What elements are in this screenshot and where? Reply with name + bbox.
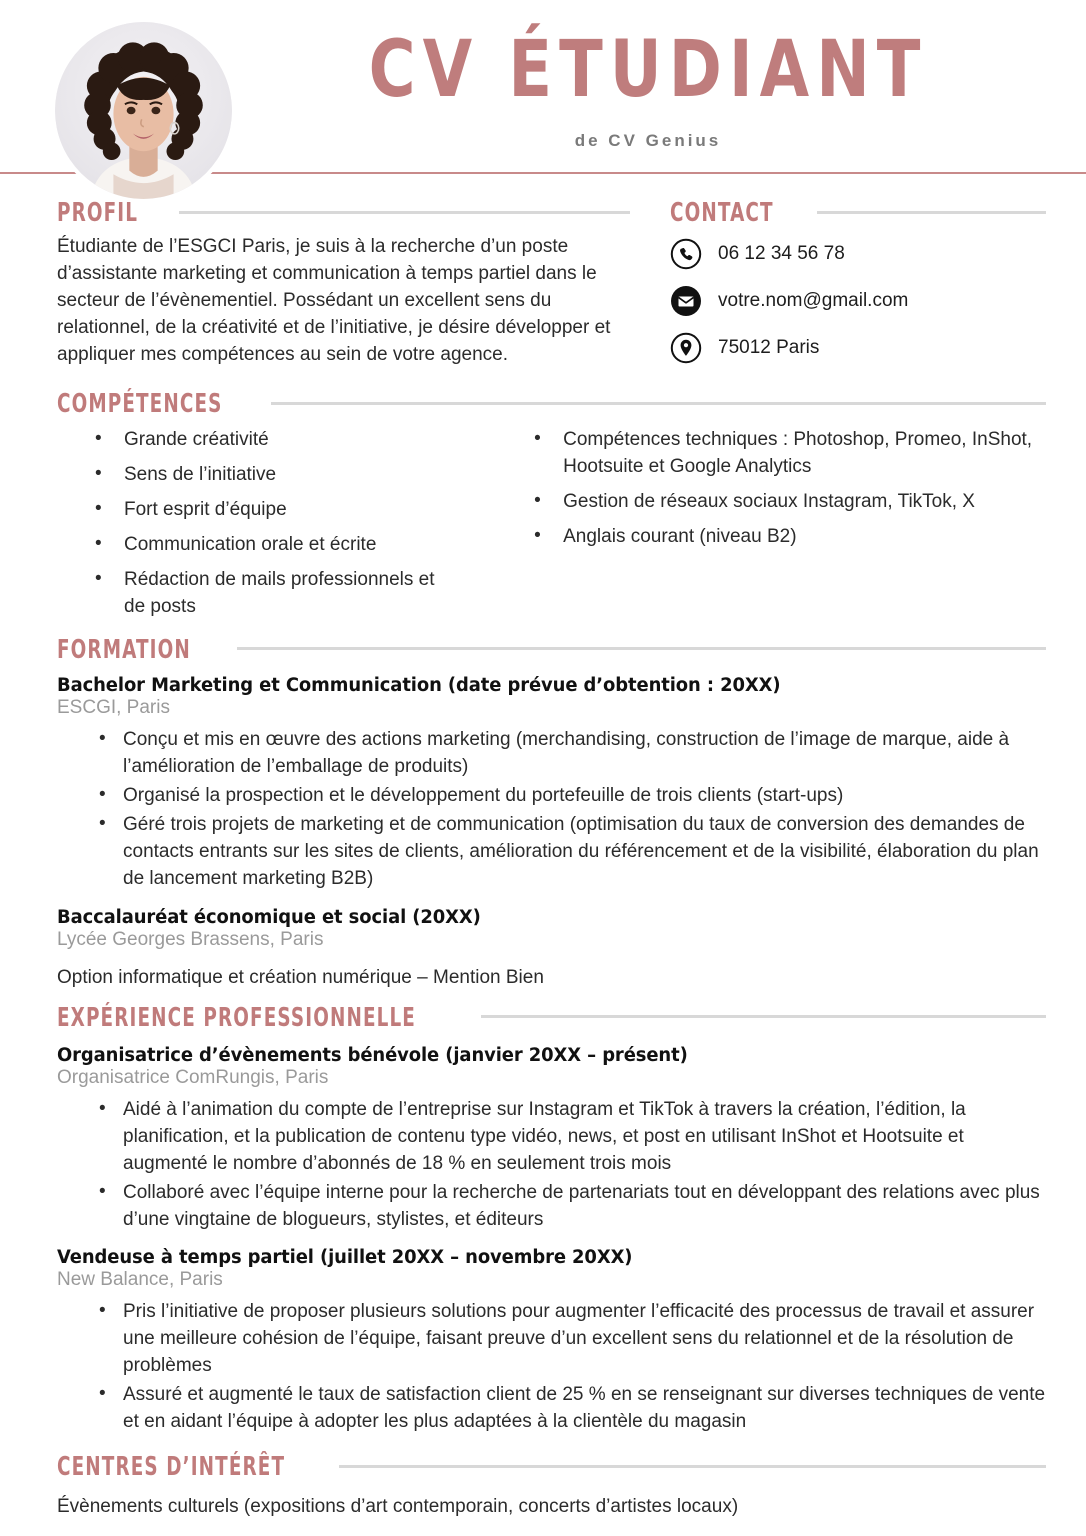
- section-heading-experience: [57, 1001, 1046, 1032]
- profil-section: [57, 196, 670, 379]
- list-item: • Fort esprit d’équipe: [57, 497, 456, 524]
- section-rule: [271, 402, 1046, 405]
- section-heading-profil: [57, 196, 630, 228]
- section-heading-formation: [57, 633, 1046, 665]
- section-heading-competences: [57, 387, 1046, 419]
- formation-entry: [57, 907, 1046, 989]
- section-rule: [179, 211, 630, 214]
- section-heading-contact: [670, 196, 1046, 228]
- section-label: COMPÉTENCES: [57, 387, 223, 419]
- competences-columns: [57, 419, 1046, 629]
- page-title: CV ÉTUDIANT: [368, 25, 928, 116]
- list-item: • Sens de l’initiative: [57, 462, 456, 489]
- list-item: • Communication orale et écrite: [57, 532, 456, 559]
- contact-item-location[interactable]: [670, 332, 1046, 364]
- list-item: • Gestion de réseaux sociaux Instagram, TikTok, X: [496, 489, 1046, 516]
- profil-contact-row: [57, 196, 1046, 379]
- list-item: • Aidé à l’animation du compte de l’entreprise sur Instagram et TikTok à travers la création, l’édition, la planification, et la publication de contenu type vidéo, news, et post en utilisant InShot et Hootsuite et augmenté le nombre d’abonnés de 18 % en seulement trois mois: [57, 1097, 1046, 1178]
- entry-subtitle: New Balance, Paris: [57, 1269, 223, 1291]
- section-rule: [237, 647, 1046, 650]
- competences-left-list: [57, 427, 456, 621]
- section-heading-interets: [57, 1450, 1046, 1482]
- list-item: • Anglais courant (niveau B2): [496, 524, 1046, 551]
- contact-list: [670, 238, 1046, 364]
- entry-bullets: [57, 1097, 1046, 1234]
- section-rule: [817, 211, 1046, 214]
- section-label: CONTACT: [670, 196, 774, 228]
- list-item: • Organisé la prospection et le développement du portefeuille de trois clients (start-ups): [57, 783, 1046, 810]
- entry-note: Option informatique et création numérique – Mention Bien: [57, 966, 544, 988]
- entry-subtitle: Lycée Georges Brassens, Paris: [57, 928, 324, 950]
- portrait-photo-icon: [55, 22, 232, 199]
- location-pin-icon: [670, 332, 702, 364]
- list-item: • Conçu et mis en œuvre des actions marketing (merchandising, construction de l’image de marque, aide à l’amélioration de l’emballage de produits): [57, 727, 1046, 781]
- profil-text: Étudiante de l’ESGCI Paris, je suis à la recherche d’un poste d’assistante marketing et communication à temps partiel dans le secteur de l’évènementiel. Possédant un excellent sens du relationnel, de la créativité et de l’initiative, je désire développer et appliquer mes compétences au sein de votre agence.: [57, 236, 611, 365]
- list-item: • Assuré et augmenté le taux de satisfaction client de 25 % en se renseignant sur diverses techniques de vente et en aidant l’équipe à adopter les plus adaptées à la clientèle du magasin: [57, 1382, 1046, 1436]
- entry-subtitle: ESCGI, Paris: [57, 696, 170, 718]
- experience-entry: [57, 1247, 1046, 1436]
- entry-title: Vendeuse à temps partiel (juillet 20XX – novembre 20XX): [57, 1247, 633, 1269]
- entry-title: Bachelor Marketing et Communication (date prévue d’obtention : 20XX): [57, 674, 781, 696]
- experience-section: [57, 1001, 1046, 1437]
- contact-value: votre.nom@gmail.com: [718, 290, 909, 311]
- competences-left-column: [57, 419, 496, 629]
- section-rule: [481, 1015, 1046, 1018]
- formation-entry: [57, 675, 1046, 893]
- competences-right-column: [496, 419, 1046, 629]
- contact-value: 75012 Paris: [718, 337, 820, 358]
- contact-item-email[interactable]: [670, 285, 1046, 317]
- competences-right-list: [496, 427, 1046, 551]
- competences-section: [57, 387, 1046, 629]
- section-label: PROFIL: [57, 196, 139, 228]
- phone-icon: [670, 238, 702, 270]
- entry-title: Organisatrice d’évènements bénévole (janvier 20XX – présent): [57, 1044, 688, 1066]
- avatar: [55, 22, 232, 199]
- entry-title: Baccalauréat économique et social (20XX): [57, 906, 481, 928]
- cv-body: [0, 196, 1086, 1518]
- entry-bullets: [57, 1299, 1046, 1436]
- entry-subtitle: Organisatrice ComRungis, Paris: [57, 1066, 329, 1088]
- list-item: • Rédaction de mails professionnels et de posts: [57, 567, 456, 621]
- cv-header: [0, 0, 1086, 200]
- contact-item-phone[interactable]: [670, 238, 1046, 270]
- section-rule: [339, 1465, 1046, 1468]
- experience-entry: [57, 1045, 1046, 1234]
- list-item: • Grande créativité: [57, 427, 456, 454]
- section-label: FORMATION: [57, 633, 191, 665]
- title-block: [250, 25, 1046, 151]
- list-item: • Collaboré avec l’équipe interne pour la recherche de partenariats tout en développant des relations avec plus d’une vingtaine de blogueurs, stylistes, et éditeurs: [57, 1180, 1046, 1234]
- envelope-icon: [670, 285, 702, 317]
- contact-value: 06 12 34 56 78: [718, 243, 845, 264]
- interets-section: [57, 1450, 1046, 1518]
- section-label: EXPÉRIENCE PROFESSIONNELLE: [57, 1001, 416, 1032]
- formation-section: [57, 633, 1046, 989]
- contact-section: [670, 196, 1046, 379]
- list-item: • Géré trois projets de marketing et de communication (optimisation du taux de conversion des demandes de contacts entrants sur les sites de clients, amélioration du référencement et de la visibilité, élaboration du plan de lancement marketing B2B): [57, 812, 1046, 893]
- list-item: • Compétences techniques : Photoshop, Promeo, InShot, Hootsuite et Google Analytics: [496, 427, 1046, 481]
- list-item: • Pris l’initiative de proposer plusieurs solutions pour augmenter l’efficacité des processus de travail et assurer une meilleure cohésion de l’équipe, faisant preuve d’un excellent sens du relationnel et de la résolution de problèmes: [57, 1299, 1046, 1380]
- entry-bullets: [57, 727, 1046, 893]
- interets-text: Évènements culturels (expositions d’art contemporain, concerts d’artistes locaux): [57, 1496, 739, 1518]
- section-label: CENTRES D’INTÉRÊT: [57, 1450, 286, 1482]
- page-subtitle: de CV Genius: [574, 131, 722, 151]
